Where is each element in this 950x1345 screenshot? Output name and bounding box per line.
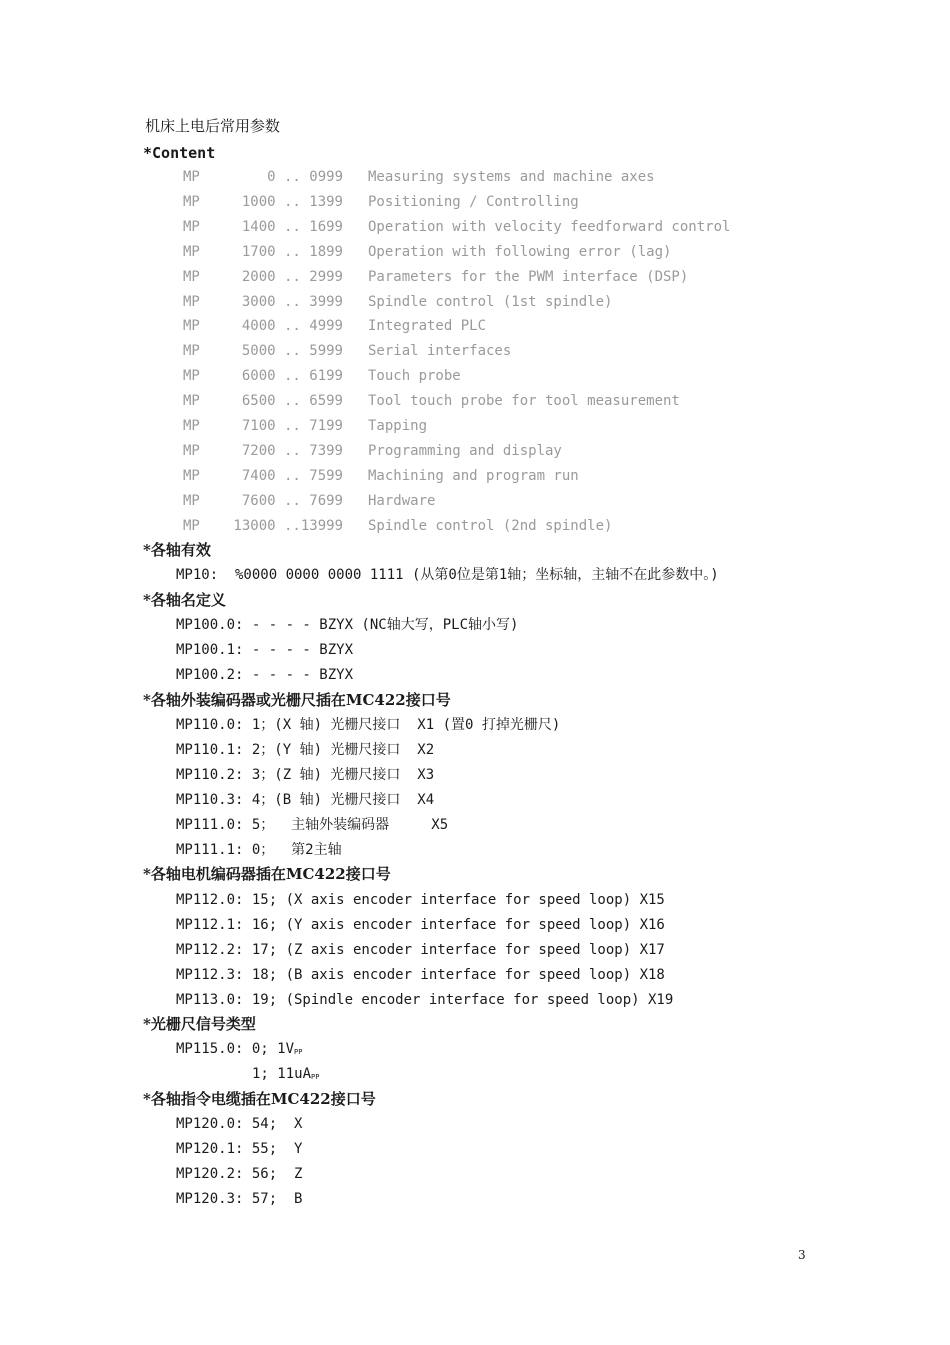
content-row-description: Integrated PLC <box>368 318 487 335</box>
mp115-0-option2-line <box>252 1064 319 1084</box>
motor-encoder-heading: *各轴电机编码器插在MC422接口号 <box>143 865 391 883</box>
content-row-range: 3000 .. 3999 <box>241 293 343 310</box>
content-row-range: 1700 .. 1899 <box>241 243 343 260</box>
content-row-description: Parameters for the PWM interface (DSP) <box>368 268 689 285</box>
content-row-mp: MP <box>183 368 200 385</box>
content-row-range: 6000 .. 6199 <box>241 368 343 385</box>
mp100-0-line: MP100.0: - - - - BZYX (NC轴大写，PLC轴小写) <box>176 617 519 633</box>
mp120-1-line: MP120.1: 55; Y <box>176 1141 303 1157</box>
content-row-description: Tapping <box>368 418 428 434</box>
content-row-range: 6500 .. 6599 <box>241 393 343 410</box>
content-row-description: Machining and program run <box>368 467 579 484</box>
content-row-mp: MP <box>183 442 200 459</box>
mp115-0-line <box>176 1039 302 1059</box>
mp110-3-line: MP110.3: 4；(B 轴) 光栅尺接口 X4 <box>176 792 435 808</box>
mp111-0-line: MP111.0: 5； 主轴外装编码器 X5 <box>176 817 449 833</box>
content-row-description: Spindle control (2nd spindle) <box>368 517 613 534</box>
content-row-description: Touch probe <box>368 368 461 385</box>
scale-signal-heading: *光栅尺信号类型 <box>143 1015 256 1033</box>
content-row-range: 4000 .. 4999 <box>241 318 343 335</box>
content-row-description: Tool touch probe for tool measurement <box>368 393 680 410</box>
content-row-description: Programming and display <box>368 442 562 459</box>
content-row-range: 2000 .. 2999 <box>241 268 343 285</box>
uapp-subscript: PP <box>311 1073 320 1081</box>
command-cable-heading: *各轴指令电缆插在MC422接口号 <box>143 1090 376 1108</box>
content-row-range: 13000 ..13999 <box>233 517 343 534</box>
content-row-mp: MP <box>183 492 200 509</box>
mp112-1-line: MP112.1: 16; (Y axis encoder interface for speed loop) X16 <box>176 917 665 933</box>
mp120-3-line: MP120.3: 57; B <box>176 1191 303 1207</box>
mp112-3-line: MP112.3: 18; (B axis encoder interface for speed loop) X18 <box>176 967 665 983</box>
mp100-1-line: MP100.1: - - - - BZYX <box>176 642 354 658</box>
content-heading: *Content <box>143 144 216 162</box>
mp110-0-line: MP110.0: 1；(X 轴) 光栅尺接口 X1 (置0 打掉光栅尺) <box>176 717 561 733</box>
content-row-mp: MP <box>183 343 200 360</box>
content-row-range: 7400 .. 7599 <box>241 467 343 484</box>
mp120-0-line: MP120.0: 54; X <box>176 1116 303 1132</box>
axis-names-heading: *各轴名定义 <box>143 591 226 609</box>
page-title: 机床上电后常用参数 <box>145 117 281 135</box>
content-row-mp: MP <box>183 243 200 260</box>
content-row-range: 0 .. 0999 <box>267 169 343 185</box>
content-row-description: Operation with following error (lag) <box>368 243 672 260</box>
content-row-mp: MP <box>183 193 200 210</box>
axes-valid-heading: *各轴有效 <box>143 541 211 559</box>
mp120-2-line: MP120.2: 56; Z <box>176 1166 303 1182</box>
content-row-mp: MP <box>183 393 200 410</box>
mp110-1-line: MP110.1: 2；(Y 轴) 光栅尺接口 X2 <box>176 742 435 758</box>
mp111-1-line: MP111.1: 0； 第2主轴 <box>176 842 342 858</box>
content-row-description: Serial interfaces <box>368 343 512 360</box>
content-row-description: Positioning / Controlling <box>368 193 579 210</box>
content-row-mp: MP <box>183 517 200 534</box>
page-number: 3 <box>798 1248 806 1262</box>
content-row-range: 5000 .. 5999 <box>241 343 343 360</box>
content-row-mp: MP <box>183 293 200 310</box>
content-row-range: 1000 .. 1399 <box>241 193 343 210</box>
mp115-0-text: MP115.0: 0; 1V <box>176 1041 295 1057</box>
mp110-2-line: MP110.2: 3；(Z 轴) 光栅尺接口 X3 <box>176 767 435 783</box>
content-row-mp: MP <box>183 268 200 285</box>
content-row-range: 1400 .. 1699 <box>241 218 343 235</box>
mp113-0-line: MP113.0: 19; (Spindle encoder interface for speed loop) X19 <box>176 992 674 1008</box>
content-row-description: Spindle control (1st spindle) <box>368 293 613 310</box>
content-row-mp: MP <box>183 467 200 484</box>
content-row-range: 7100 .. 7199 <box>241 418 343 434</box>
content-row-description: Operation with velocity feedforward control <box>368 218 731 235</box>
content-row-mp: MP <box>183 318 200 335</box>
mp112-2-line: MP112.2: 17; (Z axis encoder interface for speed loop) X17 <box>176 942 665 958</box>
mp112-0-line: MP112.0: 15; (X axis encoder interface for speed loop) X15 <box>176 892 665 908</box>
mp115-0-option2-text: 1; 11uA <box>252 1066 312 1082</box>
content-row-description: Hardware <box>368 492 436 509</box>
content-row-range: 7200 .. 7399 <box>241 442 343 459</box>
mp10-line: MP10: %0000 0000 0000 1111 (从第0位是第1轴；坐标轴，主轴不在此参数中。) <box>176 567 719 583</box>
content-row-mp: MP <box>183 418 200 434</box>
content-row-range: 7600 .. 7699 <box>241 492 343 509</box>
content-row-description: Measuring systems and machine axes <box>368 169 655 185</box>
mp100-2-line: MP100.2: - - - - BZYX <box>176 667 354 683</box>
vpp-subscript: PP <box>294 1048 303 1056</box>
content-row-mp: MP <box>183 169 200 185</box>
content-row-mp: MP <box>183 218 200 235</box>
external-encoder-heading: *各轴外装编码器或光栅尺插在MC422接口号 <box>143 691 451 709</box>
